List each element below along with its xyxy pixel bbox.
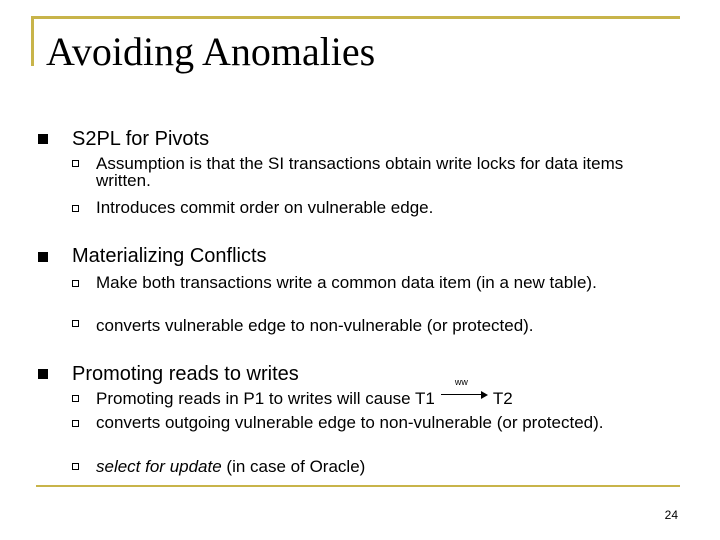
ww-relation-arrow [441,377,489,404]
list-item: Assumption is that the SI transactions obtain write locks for data items written. [96,154,624,190]
frame-top-rule [32,16,680,19]
hollow-square-bullet-icon [72,160,79,167]
arrow-head-icon [481,391,488,399]
item-text: (in case of Oracle) [221,457,366,476]
italic-text: select for update [96,457,222,476]
section-heading: S2PL for Pivots [72,128,210,150]
list-item [96,377,656,408]
section-heading: Materializing Conflicts [72,245,267,267]
item-text: Promoting reads in P1 to writes will cause T1 [96,389,435,408]
item-text: T2 [492,389,513,408]
square-bullet-icon [38,369,48,379]
arrow-shaft [441,394,483,395]
frame-bottom-rule [36,485,680,487]
list-item: converts vulnerable edge to non-vulnerable (or protected). [96,316,534,335]
hollow-square-bullet-icon [72,280,79,287]
square-bullet-icon [38,134,48,144]
hollow-square-bullet-icon [72,420,79,427]
arrow-label: ww [454,377,468,387]
section-heading: Promoting reads to writes [72,363,299,385]
hollow-square-bullet-icon [72,320,79,327]
list-item: Make both transactions write a common data item (in a new table). [96,273,597,292]
hollow-square-bullet-icon [72,463,79,470]
list-item: converts outgoing vulnerable edge to non-vulnerable (or protected). [96,413,604,432]
list-item [96,458,656,475]
slide-title: Avoiding Anomalies [46,29,376,74]
square-bullet-icon [38,252,48,262]
page-number: 24 [664,508,678,522]
hollow-square-bullet-icon [72,205,79,212]
hollow-square-bullet-icon [72,395,79,402]
list-item: Introduces commit order on vulnerable edge. [96,198,434,217]
frame-left-rule [31,16,34,66]
